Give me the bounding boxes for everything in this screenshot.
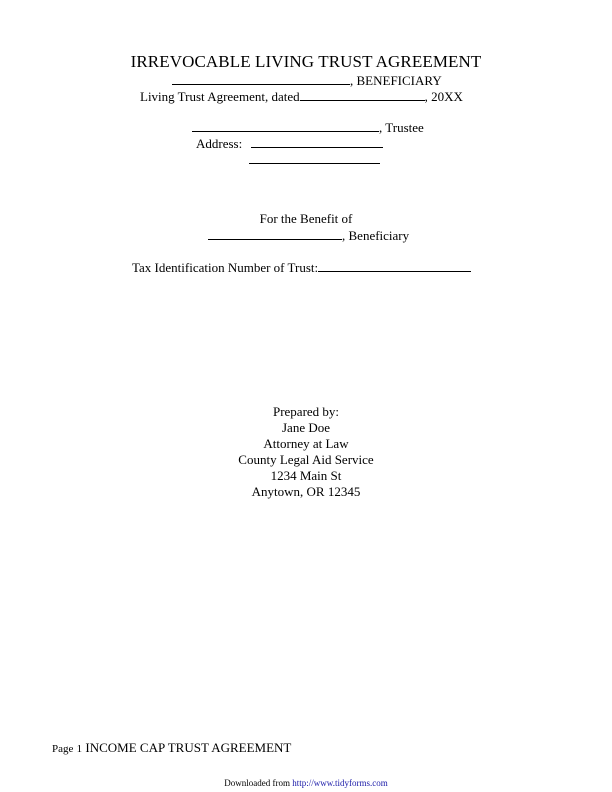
benefit-beneficiary-blank[interactable] [208, 228, 342, 240]
trustee-line [192, 120, 424, 136]
download-prefix: Downloaded from [224, 778, 291, 788]
page-footer [52, 740, 291, 756]
date-blank[interactable] [300, 89, 425, 101]
preparer-city: Anytown, OR 12345 [251, 484, 361, 499]
preparer-organization: County Legal Aid Service [238, 452, 374, 467]
trustee-name-blank[interactable] [192, 120, 379, 132]
beneficiary-line [172, 73, 442, 89]
page-number: 1 [76, 743, 83, 755]
benefit-heading: For the Benefit of [259, 211, 353, 226]
preparer-title: Attorney at Law [263, 436, 349, 451]
preparer-street: 1234 Main St [270, 468, 342, 483]
address-blank-2[interactable] [249, 152, 380, 164]
document-title: IRREVOCABLE LIVING TRUST AGREEMENT [130, 52, 482, 71]
trustee-suffix: , Trustee [379, 120, 424, 135]
tax-id-line [132, 260, 471, 276]
address-line-1 [196, 136, 383, 152]
address-label: Address: [196, 136, 243, 151]
dated-line [140, 89, 463, 105]
tax-id-blank[interactable] [318, 260, 471, 272]
footer-doc-name: INCOME CAP TRUST AGREEMENT [85, 740, 292, 755]
address-blank-1[interactable] [251, 136, 383, 148]
preparer-name: Jane Doe [281, 420, 330, 435]
tax-id-label: Tax Identification Number of Trust: [132, 260, 319, 275]
beneficiary-suffix: , BENEFICIARY [350, 73, 442, 88]
download-notice [0, 778, 612, 788]
address-line-2 [249, 152, 380, 168]
page-label: Page [52, 743, 74, 755]
dated-label: Living Trust Agreement, dated [140, 89, 300, 104]
benefit-beneficiary-line [208, 228, 409, 244]
download-link[interactable]: http://www.tidyforms.com [292, 778, 388, 788]
beneficiary-name-blank[interactable] [172, 73, 350, 85]
year-suffix: , 20XX [424, 89, 463, 104]
benefit-beneficiary-suffix: , Beneficiary [342, 228, 410, 243]
prepared-by-label: Prepared by: [272, 404, 340, 419]
